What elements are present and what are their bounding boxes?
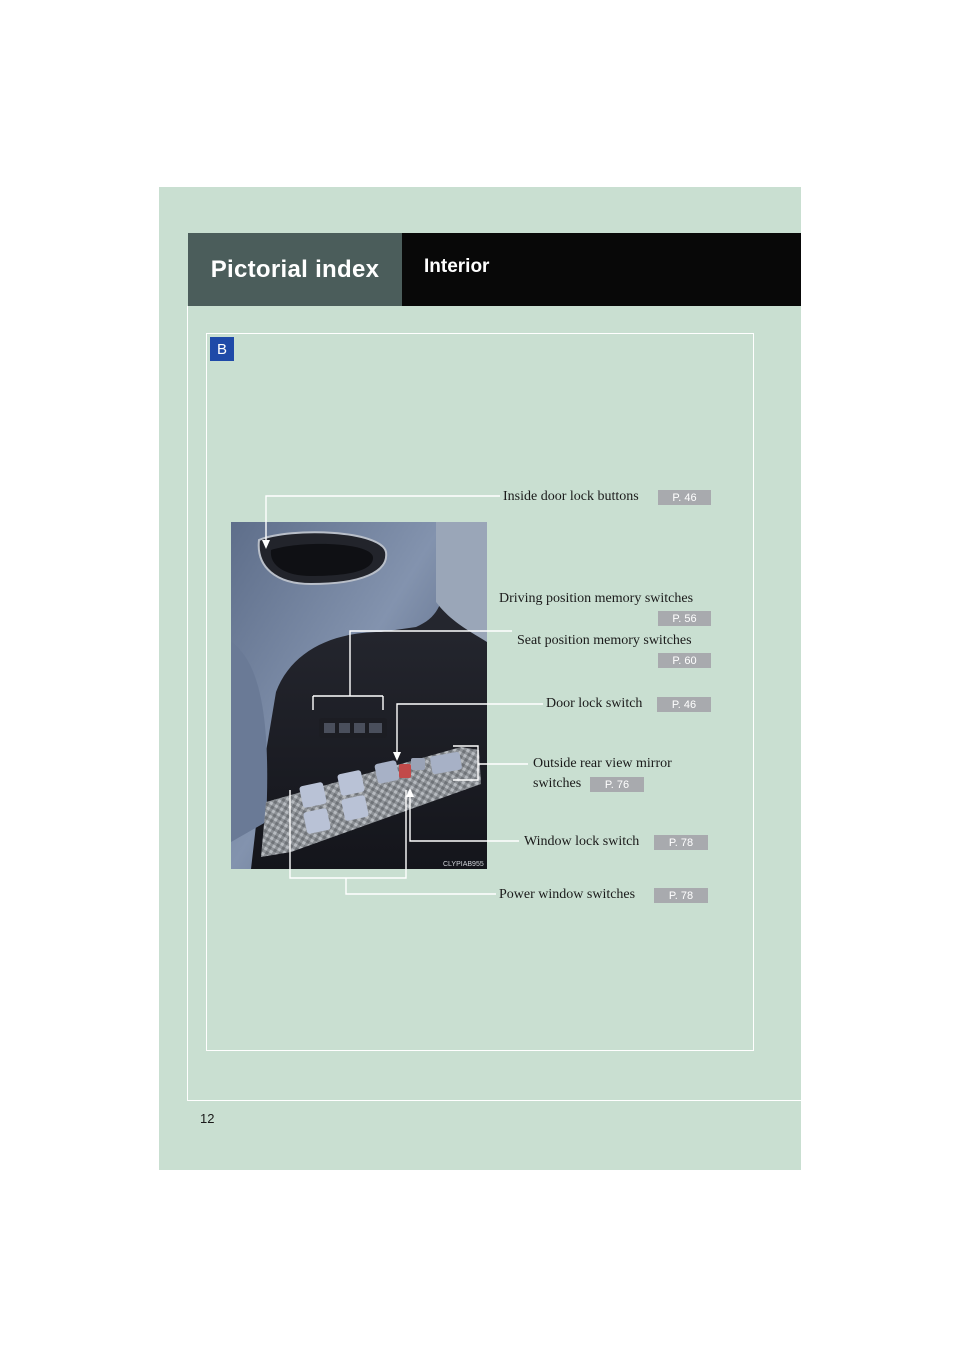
callout-mirror-line1: Outside rear view mirror [533, 756, 672, 771]
page-number: 12 [200, 1111, 215, 1126]
callout-seat-memory: Seat position memory switches [517, 633, 692, 648]
callout-window-lock: Window lock switch [524, 834, 640, 849]
callout-power-window: Power window switches [499, 887, 636, 902]
header-title: Pictorial index [210, 255, 380, 283]
page-ref-window-lock[interactable]: P. 78 [654, 835, 708, 850]
callout-door-lock: Door lock switch [546, 696, 643, 711]
page-header [188, 233, 801, 306]
callout-driving-memory: Driving position memory switches [499, 591, 694, 606]
header-chapter-bar [402, 233, 801, 306]
door-panel-photo [231, 522, 487, 869]
frame-horizontal-rule [187, 1100, 801, 1101]
page-ref-inside-door-lock[interactable]: P. 46 [658, 490, 711, 505]
page-ref-door-lock[interactable]: P. 46 [657, 697, 711, 712]
page-ref-seat-memory[interactable]: P. 60 [658, 653, 711, 668]
photo-code: CLYPIAB955 [443, 861, 484, 868]
page-ref-power-window[interactable]: P. 78 [654, 888, 708, 903]
page-ref-mirror[interactable]: P. 76 [590, 777, 644, 792]
page-ref-driving-memory[interactable]: P. 56 [658, 611, 711, 626]
header-subtitle: Interior [424, 255, 490, 277]
callout-mirror-line2: switches [533, 776, 582, 791]
section-marker: B [210, 337, 234, 361]
callout-inside-door-lock: Inside door lock buttons [503, 489, 639, 504]
header-section-tab [188, 233, 402, 306]
frame-vertical-rule [187, 306, 188, 1101]
